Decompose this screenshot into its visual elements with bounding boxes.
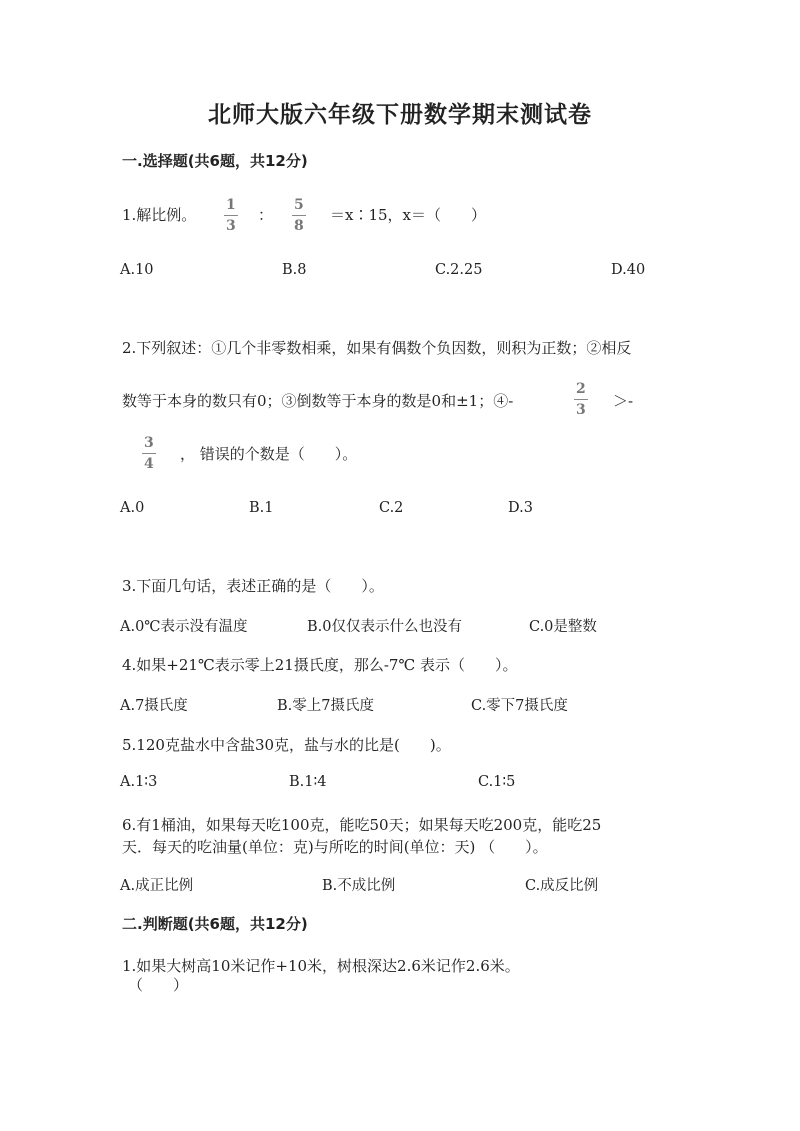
question-2-line-3: ， 错误的个数是（ ）。 bbox=[180, 445, 358, 463]
q1-option-d[interactable]: D.40 bbox=[611, 262, 646, 278]
fraction-numerator: 3 bbox=[144, 435, 154, 451]
q5-option-a[interactable]: A.1∶3 bbox=[120, 774, 158, 790]
q3-option-c[interactable]: C.0是整数 bbox=[529, 619, 597, 635]
question-2-line-1: 2.下列叙述：①几个非零数相乘，如果有偶数个负因数，则积为正数；②相反 bbox=[122, 339, 632, 357]
q5-option-b[interactable]: B.1∶4 bbox=[289, 774, 327, 790]
question-2-line-2: 数等于本身的数只有0；③倒数等于本身的数是0和±1；④- bbox=[122, 392, 514, 410]
question-6-line-1: 6.有1桶油，如果每天吃100克，能吃50天；如果每天吃200克，能吃25 bbox=[122, 816, 602, 834]
question-5-text: 5.120克盐水中含盐30克，盐与水的比是( )。 bbox=[122, 736, 451, 754]
q2-option-d[interactable]: D.3 bbox=[508, 500, 533, 516]
q5-option-c[interactable]: C.1∶5 bbox=[478, 774, 516, 790]
fraction-denominator: 3 bbox=[574, 399, 588, 417]
q3-option-b[interactable]: B.0仅仅表示什么也没有 bbox=[307, 619, 462, 635]
fraction-three-quarters bbox=[142, 436, 156, 471]
question-4-text: 4.如果+21℃表示零上21摄氏度，那么-7℃ 表示（ ）。 bbox=[122, 656, 518, 674]
q4-option-c[interactable]: C.零下7摄氏度 bbox=[471, 698, 568, 714]
q4-option-a[interactable]: A.7摄氏度 bbox=[120, 698, 188, 714]
ratio-colon: ： bbox=[258, 206, 274, 224]
judgement-question-1-line-1: 1.如果大树高10米记作+10米，树根深达2.6米记作2.6米。 bbox=[122, 957, 520, 975]
q6-option-c[interactable]: C.成反比例 bbox=[525, 878, 599, 894]
q1-option-c[interactable]: C.2.25 bbox=[435, 262, 483, 278]
q2-option-b[interactable]: B.1 bbox=[249, 500, 274, 516]
fraction-numerator: 2 bbox=[576, 381, 586, 397]
fraction-one-third bbox=[224, 198, 238, 233]
question-1-prefix: 1.解比例。 bbox=[122, 206, 197, 224]
q1-option-a[interactable]: A.10 bbox=[120, 262, 154, 278]
judgement-answer-blank[interactable]: （ ） bbox=[128, 976, 189, 994]
page-title: 北师大版六年级下册数学期末测试卷 bbox=[208, 102, 592, 128]
section-heading-choice: 一.选择题(共6题，共12分) bbox=[122, 152, 308, 170]
q2-option-c[interactable]: C.2 bbox=[379, 500, 404, 516]
fraction-denominator: 8 bbox=[292, 215, 306, 233]
question-1-suffix: ＝x∶15，x＝（ ） bbox=[330, 206, 487, 224]
question-3-text: 3.下面几句话，表述正确的是（ ）。 bbox=[122, 577, 384, 595]
q3-option-a[interactable]: A.0℃表示没有温度 bbox=[120, 619, 248, 635]
q6-option-b[interactable]: B.不成比例 bbox=[322, 878, 396, 894]
q4-option-b[interactable]: B.零上7摄氏度 bbox=[277, 698, 374, 714]
greater-than-negative: ＞- bbox=[613, 392, 634, 410]
q2-option-a[interactable]: A.0 bbox=[120, 500, 145, 516]
q1-option-b[interactable]: B.8 bbox=[282, 262, 307, 278]
fraction-numerator: 1 bbox=[226, 197, 236, 213]
question-6-line-2: 天．每天的吃油量(单位：克)与所吃的时间(单位：天) （ ）。 bbox=[122, 838, 548, 856]
fraction-five-eighths bbox=[292, 198, 306, 233]
fraction-two-thirds bbox=[574, 382, 588, 417]
section-heading-judgement: 二.判断题(共6题，共12分) bbox=[122, 915, 308, 933]
fraction-denominator: 4 bbox=[142, 453, 156, 471]
fraction-numerator: 5 bbox=[294, 197, 304, 213]
q6-option-a[interactable]: A.成正比例 bbox=[120, 878, 194, 894]
fraction-denominator: 3 bbox=[224, 215, 238, 233]
